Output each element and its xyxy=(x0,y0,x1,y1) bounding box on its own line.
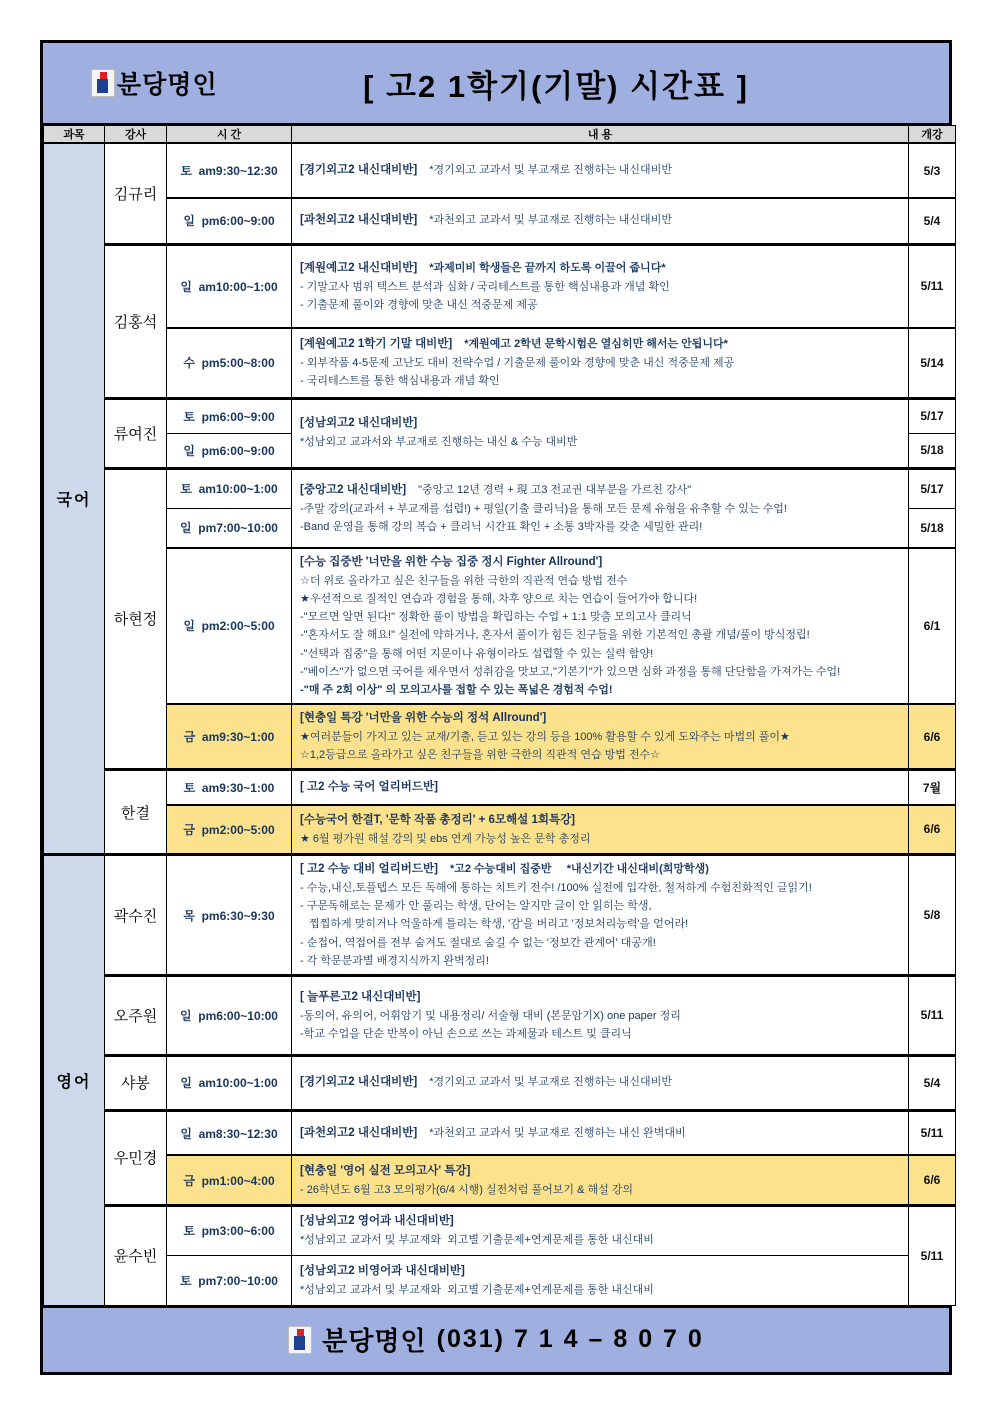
class-title: [과천외고2 내신대비반] xyxy=(300,1126,418,1139)
class-title: [경기외고2 내신대비반] xyxy=(300,1076,418,1089)
time-cell: 일 am10:00~1:00 xyxy=(167,244,292,328)
table-row xyxy=(44,975,956,1055)
class-desc: - 수능,내신,토플텝스 모든 독해에 통하는 치트키 전수! /100% 실전에 입각한, 철저하게 수험친화적인 글읽기! xyxy=(300,882,812,895)
content-cell xyxy=(292,770,909,805)
table-row xyxy=(44,1205,956,1255)
time-cell: 토 am9:30~1:00 xyxy=(167,770,292,805)
teacher-kim-hong-seok: 김홍석 xyxy=(105,244,167,398)
content-cell xyxy=(292,198,909,244)
footer-logo-icon xyxy=(288,1326,312,1354)
start-cell: 5/17 xyxy=(909,468,956,508)
time-cell: 수 pm5:00~8:00 xyxy=(167,328,292,398)
class-desc: -"선택과 집중"을 통해 어떤 지문이나 유형이라도 섭렵할 수 있는 실력 함양! xyxy=(300,647,654,660)
class-title: [계원예고2 내신대비반] xyxy=(300,261,418,274)
table-row xyxy=(44,1155,956,1205)
time-cell: 토 am10:00~1:00 xyxy=(167,468,292,508)
start-cell: 5/3 xyxy=(909,143,956,198)
class-title: [과천외고2 내신대비반] xyxy=(300,214,418,227)
content-cell xyxy=(292,1255,909,1305)
time-cell: 목 pm6:30~9:30 xyxy=(167,855,292,976)
time-cell: 일 pm2:00~5:00 xyxy=(167,548,292,704)
page-title: [ 고2 1학기(기말) 시간표 ] xyxy=(363,68,749,104)
class-desc: *고2 수능대비 집중반 *내신기간 내신대비(희망학생) xyxy=(449,863,709,876)
time-cell: 일 pm6:00~9:00 xyxy=(167,433,292,468)
class-desc: -"매 주 2회 이상" 의 모의고사를 접할 수 있는 폭넓은 경험적 수업! xyxy=(300,683,613,696)
class-desc: *성남외고 교과서와 부교재로 진행하는 내신 & 수능 대비반 xyxy=(300,436,578,449)
class-desc: - 각 학문분과별 배경지식까지 완벽정리! xyxy=(300,954,489,967)
class-title: [중앙고2 내신대비반] xyxy=(300,483,407,496)
teacher-o-ju-won: 오주원 xyxy=(105,975,167,1055)
time-cell: 토 am9:30~12:30 xyxy=(167,143,292,198)
class-desc: *과천외고 교과서 및 부교재로 진행하는 내신 완벽대비 xyxy=(429,1126,686,1139)
start-cell: 5/14 xyxy=(909,328,956,398)
time-cell: 토 pm6:00~9:00 xyxy=(167,398,292,433)
table-row xyxy=(44,328,956,398)
start-cell: 5/18 xyxy=(909,508,956,548)
time-cell: 일 am10:00~1:00 xyxy=(167,1055,292,1110)
class-desc: - 구문독해로는 문제가 안 풀리는 학생, 단어는 알지만 글이 안 읽히는 학생, xyxy=(300,900,652,913)
content-cell xyxy=(292,1055,909,1110)
class-title: [수능 집중반 '너만을 위한 수능 집중 정시 Fighter Allround'] xyxy=(300,556,603,568)
class-title: [현충일 특강 '너만을 위한 수능의 정석 Allround'] xyxy=(300,711,547,724)
class-title: [성남외고2 영어과 내신대비반] xyxy=(300,1215,454,1228)
class-desc: -"모르면 알면 된다!" 정확한 풀이 방법을 확립하는 수업 + 1:1 맞춤 모의고사 클리닉 xyxy=(300,611,692,624)
class-desc: -"베이스"가 없으면 국어를 채우면서 성취감을 맛보고,"기본기"가 있으면 심화 과정을 통해 단단함을 가져가는 수업! xyxy=(300,665,841,678)
class-title: [현충일 '영어 실전 모의고사' 특강] xyxy=(300,1164,471,1177)
class-desc: -주말 강의(교과서 + 부교재를 섭렵!) + 평일(기출 클리닉)을 통해 모든 문제 유형을 유추할 수 있는 수업! xyxy=(300,502,787,515)
table-row xyxy=(44,1110,956,1155)
table-row xyxy=(44,1255,956,1305)
class-title: [ 고2 수능 국어 얼리버드반] xyxy=(300,780,438,793)
start-cell: 5/8 xyxy=(909,855,956,976)
teacher-sya-bong: 샤봉 xyxy=(105,1055,167,1110)
class-desc: *성남외고 교과서 및 부교재와 외고별 기출문제+연계문제를 통한 내신대비 xyxy=(300,1234,654,1247)
start-cell: 5/11 xyxy=(909,1205,956,1305)
time-cell: 금 pm2:00~5:00 xyxy=(167,805,292,855)
time-cell: 토 pm3:00~6:00 xyxy=(167,1205,292,1255)
class-desc: *경기외고 교과서 및 부교재로 진행하는 내신대비반 xyxy=(429,164,672,177)
class-desc: - 기말고사 범위 텍스트 분석과 심화 / 국리테스트를 통한 핵심내용과 개념 확인 xyxy=(300,280,670,293)
class-desc: - 기출문제 풀이와 경향에 맞춘 내신 적중문제 제공 xyxy=(300,298,538,311)
class-desc: *과천외고 교과서 및 부교재로 진행하는 내신대비반 xyxy=(429,214,672,227)
brand-name: 분당명인 xyxy=(117,71,218,99)
class-title: [ 고2 수능 대비 얼리버드반] xyxy=(300,863,438,876)
teacher-u-min-kyeong: 우민경 xyxy=(105,1110,167,1205)
table-row xyxy=(44,704,956,770)
start-cell: 5/17 xyxy=(909,398,956,433)
title-band xyxy=(43,43,949,125)
class-desc: ☆1,2등급으로 올라가고 싶은 친구들을 위한 극한의 직관적 연습 방법 전수☆ xyxy=(300,749,661,762)
time-cell: 금 pm1:00~4:00 xyxy=(167,1155,292,1205)
content-cell xyxy=(292,1110,909,1155)
col-header-start: 개강 xyxy=(909,126,956,144)
class-desc: -동의어, 유의어, 어휘암기 및 내용정리/ 서술형 대비 (본문암기X) one paper 정리 xyxy=(300,1009,681,1022)
teacher-kim-gyu-ri: 김규리 xyxy=(105,143,167,244)
class-title: [계원예고2 1학기 기말 대비반] xyxy=(300,338,453,351)
class-desc: - 국리테스트를 통한 핵심내용과 개념 확인 xyxy=(300,375,500,388)
table-row xyxy=(44,805,956,855)
time-cell: 일 pm6:00~9:00 xyxy=(167,198,292,244)
class-title: [경기외고2 내신대비반] xyxy=(300,164,418,177)
class-desc: *경기외고 교과서 및 부교재로 진행하는 내신대비반 xyxy=(429,1076,672,1089)
timetable-sheet xyxy=(40,40,952,1375)
content-cell xyxy=(292,1155,909,1205)
table-row xyxy=(44,770,956,805)
schedule-table xyxy=(43,125,956,1306)
content-cell xyxy=(292,805,909,855)
class-desc: -"혼자서도 잘 해요!" 실전에 약하거나, 혼자서 풀이가 힘든 친구들을 위한 기본적인 총괄 개념/풀이 방식정립! xyxy=(300,629,810,642)
class-desc: *계원예고 2학년 문학시험은 열심히만 해서는 안됩니다* xyxy=(464,338,728,351)
class-desc: ★여러분들이 가지고 있는 교재/기출, 듣고 있는 강의 등을 100% 활용할 수 있게 도와주는 마법의 풀이★ xyxy=(300,730,790,743)
brand-logo-icon xyxy=(91,69,115,97)
teacher-ryu-yeo-jin: 류여진 xyxy=(105,398,167,468)
col-header-content: 내 용 xyxy=(292,126,909,144)
content-cell xyxy=(292,548,909,704)
class-desc: - 26학년도 6월 고3 모의평가(6/4 시행) 실전처럼 풀어보기 & 해설 강의 xyxy=(300,1183,634,1196)
class-desc: *과제미비 학생들은 끝까지 하도록 이끌어 줍니다* xyxy=(429,261,666,274)
footer-phone: (031) 7 1 4 – 8 0 7 0 xyxy=(436,1325,704,1354)
start-cell: 5/11 xyxy=(909,975,956,1055)
content-cell xyxy=(292,975,909,1055)
content-cell xyxy=(292,143,909,198)
start-cell: 6/6 xyxy=(909,805,956,855)
class-desc: *성남외고 교과서 및 부교재와 외고별 기출문제+연계문제를 통한 내신대비 xyxy=(300,1283,654,1296)
start-cell: 6/1 xyxy=(909,548,956,704)
class-title: [성남외고2 내신대비반] xyxy=(300,417,418,430)
class-desc: ☆더 위로 올라가고 싶은 친구들을 위한 극한의 직관적 연습 방법 전수 xyxy=(300,574,628,587)
class-title: [수능국어 한결T, '문학 작품 총정리' + 6모해설 1회특강] xyxy=(300,813,576,826)
content-cell xyxy=(292,328,909,398)
table-row xyxy=(44,468,956,508)
table-row xyxy=(44,198,956,244)
table-row xyxy=(44,855,956,976)
time-cell: 일 pm7:00~10:00 xyxy=(167,508,292,548)
start-cell: 5/4 xyxy=(909,198,956,244)
class-desc: ★ 6월 평가원 해설 강의 및 ebs 연계 가능성 높은 문학 총정리 xyxy=(300,832,591,845)
subject-english: 영어 xyxy=(44,855,105,1306)
content-cell xyxy=(292,855,909,976)
content-cell xyxy=(292,704,909,770)
teacher-han-gyeol: 한결 xyxy=(105,770,167,855)
brand xyxy=(91,65,218,101)
content-cell xyxy=(292,244,909,328)
table-row xyxy=(44,548,956,704)
class-desc: 찝찝하게 맞히거나 억울하게 틀리는 학생, '감'을 버리고 '정보처리능력'을 얻어라! xyxy=(300,918,689,931)
table-row xyxy=(44,1055,956,1110)
teacher-kwak-su-jin: 곽수진 xyxy=(105,855,167,976)
start-cell: 6/6 xyxy=(909,1155,956,1205)
start-cell: 7월 xyxy=(909,770,956,805)
time-cell: 일 am8:30~12:30 xyxy=(167,1110,292,1155)
teacher-yun-su-bin: 윤수빈 xyxy=(105,1205,167,1305)
footer-band xyxy=(43,1306,949,1372)
subject-korean: 국어 xyxy=(44,143,105,855)
col-header-time: 시 간 xyxy=(167,126,292,144)
start-cell: 6/6 xyxy=(909,704,956,770)
class-desc: "중앙고 12년 경력 + 現 고3 전교권 대부분을 가르친 강사" xyxy=(418,483,692,496)
content-cell xyxy=(292,1205,909,1255)
table-row xyxy=(44,143,956,198)
class-desc: - 외부작품 4-5문제 고난도 대비 전략수업 / 기출문제 풀이와 경향에 맞춘 내신 적중문제 제공 xyxy=(300,357,735,370)
time-cell: 토 pm7:00~10:00 xyxy=(167,1255,292,1305)
start-cell: 5/18 xyxy=(909,433,956,468)
time-cell: 금 am9:30~1:00 xyxy=(167,704,292,770)
start-cell: 5/11 xyxy=(909,244,956,328)
col-header-teacher: 강사 xyxy=(105,126,167,144)
footer-brand: 분당명인 xyxy=(322,1326,427,1357)
class-title: [성남외고2 비영어과 내신대비반] xyxy=(300,1264,465,1277)
class-desc: - 순접어, 역접어를 전부 숨겨도 절대로 숨길 수 없는 '정보간 관계어' 대공개! xyxy=(300,936,656,949)
class-desc: -Band 운영을 통해 강의 복습 + 클리닉 시간표 확인 + 소통 3박자를 갖춘 세밀한 관리! xyxy=(300,520,703,533)
table-row xyxy=(44,398,956,433)
time-cell: 일 pm6:00~10:00 xyxy=(167,975,292,1055)
class-title: [ 늘푸른고2 내신대비반] xyxy=(300,990,421,1003)
class-desc: ★우선적으로 질적인 연습과 경험을 통해, 차후 양으로 치는 연습이 들어가야 합니다! xyxy=(300,593,698,606)
start-cell: 5/4 xyxy=(909,1055,956,1110)
col-header-subject: 과목 xyxy=(44,126,105,144)
class-desc: -학교 수업을 단순 반복이 아닌 손으로 쓰는 과제물과 테스트 및 클리닉 xyxy=(300,1027,632,1040)
teacher-ha-hyeon-jeong: 하현정 xyxy=(105,468,167,770)
content-cell xyxy=(292,398,909,468)
content-cell xyxy=(292,468,909,548)
start-cell: 5/11 xyxy=(909,1110,956,1155)
column-header-row xyxy=(44,126,956,144)
table-row xyxy=(44,244,956,328)
